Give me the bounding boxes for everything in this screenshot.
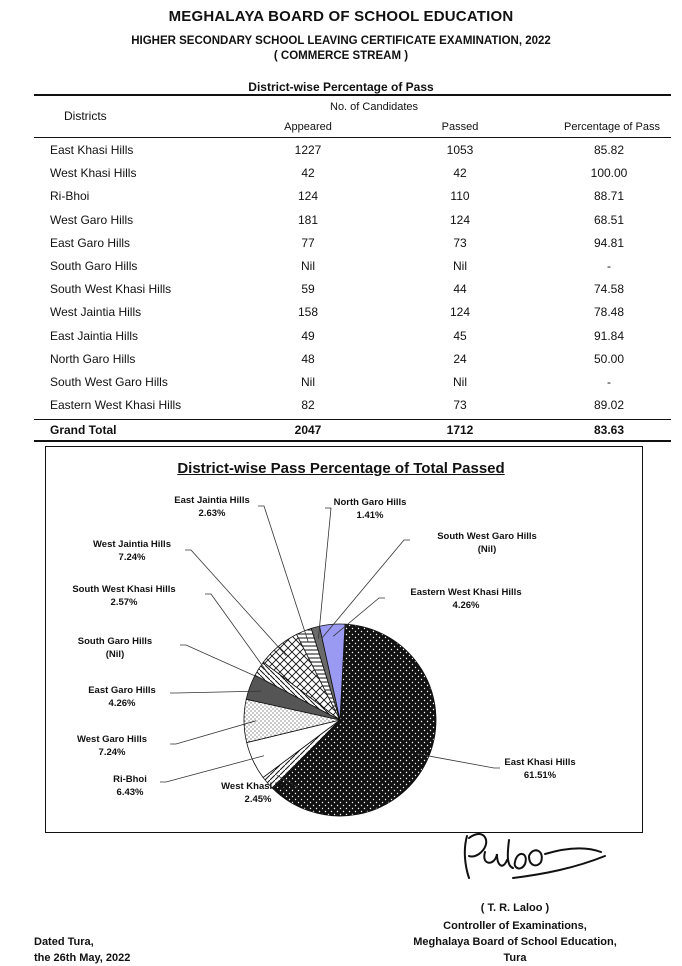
- col-header-districts: Districts: [64, 109, 107, 123]
- dated-date: the 26th May, 2022: [34, 952, 131, 964]
- col-header-appeared: Appeared: [284, 121, 332, 133]
- slice-name-label: East Khasi Hills: [504, 757, 576, 768]
- slice-value-label: (Nil): [105, 649, 125, 660]
- appeared-cell: 1227: [294, 143, 322, 157]
- appeared-cell: 49: [301, 329, 315, 343]
- passed-cell: 124: [449, 305, 471, 319]
- passed-cell: 45: [453, 329, 467, 343]
- signatory-name: ( T. R. Laloo ): [480, 902, 550, 914]
- passed-cell: 73: [453, 236, 467, 250]
- district-cell: East Garo Hills: [50, 236, 131, 250]
- slice-name-label: East Garo Hills: [88, 685, 156, 696]
- percentage-cell: -: [607, 375, 611, 389]
- slice-name-label: Eastern West Khasi Hills: [410, 587, 522, 598]
- district-cell: West Garo Hills: [50, 213, 134, 227]
- passed-cell: 1053: [446, 143, 474, 157]
- slice-value-label: 4.26%: [108, 698, 136, 709]
- exam-title: HIGHER SECONDARY SCHOOL LEAVING CERTIFICATE EXAMINATION, 2022: [131, 35, 551, 47]
- slice-name-label: South Garo Hills: [77, 636, 153, 647]
- percentage-cell: 94.81: [593, 236, 625, 250]
- dated-place: Dated Tura,: [34, 936, 94, 948]
- slice-name-label: North Garo Hills: [333, 497, 407, 508]
- passed-cell: 73: [453, 398, 467, 412]
- passed-cell: 44: [453, 282, 467, 296]
- district-cell: South West Khasi Hills: [50, 282, 172, 296]
- district-cell: East Jaintia Hills: [50, 329, 139, 343]
- slice-value-label: 2.57%: [110, 597, 138, 608]
- passed-cell: Nil: [453, 375, 467, 389]
- slice-value-label: 7.24%: [118, 552, 146, 563]
- district-cell: East Khasi Hills: [50, 143, 134, 157]
- col-header-passed: Passed: [441, 121, 479, 133]
- col-header-percentage: Percentage of Pass: [563, 121, 660, 133]
- passed-cell: Nil: [453, 259, 467, 273]
- leader-line: [170, 691, 261, 693]
- appeared-cell: Nil: [301, 259, 315, 273]
- total-appeared: 2047: [294, 423, 322, 437]
- district-cell: West Khasi Hills: [50, 166, 137, 180]
- passed-cell: 24: [453, 352, 467, 366]
- district-cell: West Jaintia Hills: [50, 305, 142, 319]
- district-cell: South Garo Hills: [50, 259, 138, 273]
- passed-cell: 110: [450, 189, 470, 203]
- district-cell: South West Garo Hills: [50, 375, 168, 389]
- district-cell: North Garo Hills: [50, 352, 136, 366]
- slice-value-label: 1.41%: [356, 510, 384, 521]
- slice-value-label: 2.45%: [244, 794, 272, 805]
- signatory-organisation: Meghalaya Board of School Education,: [413, 936, 617, 948]
- table-title: District-wise Percentage of Pass: [248, 80, 434, 94]
- chart-title: District-wise Pass Percentage of Total Passed: [177, 460, 505, 477]
- signature-image: [455, 826, 615, 896]
- total-label: Grand Total: [50, 423, 117, 437]
- total-percentage: 83.63: [593, 423, 625, 437]
- passed-cell: 124: [449, 213, 471, 227]
- percentage-cell: -: [607, 259, 611, 273]
- slice-value-label: 2.63%: [198, 508, 226, 519]
- percentage-cell: 68.51: [593, 213, 625, 227]
- leader-line: [322, 540, 410, 638]
- percentage-cell: 50.00: [593, 352, 625, 366]
- leader-line: [258, 506, 308, 642]
- slice-name-label: Ri-Bhoi: [113, 774, 147, 785]
- district-cell: Ri-Bhoi: [50, 189, 90, 203]
- col-header-candidates: No. of Candidates: [330, 101, 419, 113]
- appeared-cell: 124: [297, 189, 319, 203]
- district-cell: Eastern West Khasi Hills: [50, 398, 182, 412]
- slice-name-label: West Jaintia Hills: [93, 539, 171, 550]
- percentage-cell: 91.84: [593, 329, 625, 343]
- percentage-cell: 78.48: [593, 305, 625, 319]
- total-passed: 1712: [446, 423, 474, 437]
- passed-cell: 42: [453, 166, 467, 180]
- leader-line: [180, 645, 266, 681]
- slice-name-label: East Jaintia Hills: [174, 495, 250, 506]
- slice-value-label: 4.26%: [452, 600, 480, 611]
- leader-line: [160, 756, 264, 782]
- slice-value-label: 7.24%: [98, 747, 126, 758]
- percentage-cell: 74.58: [593, 282, 625, 296]
- appeared-cell: 59: [301, 282, 315, 296]
- leader-line: [417, 754, 500, 768]
- percentage-cell: 89.02: [593, 398, 625, 412]
- percentage-cell: 85.82: [593, 143, 625, 157]
- percentage-cell: 88.71: [593, 189, 625, 203]
- signatory-title: Controller of Examinations,: [443, 920, 587, 932]
- percentage-cell: 100.00: [590, 166, 628, 180]
- slice-value-label: (Nil): [477, 544, 497, 555]
- appeared-cell: Nil: [301, 375, 315, 389]
- appeared-cell: 82: [301, 398, 315, 412]
- slice-name-label: South West Khasi Hills: [72, 584, 176, 595]
- leader-line: [318, 508, 331, 639]
- appeared-cell: 42: [301, 166, 315, 180]
- slice-name-label: West Garo Hills: [76, 734, 148, 745]
- slice-name-label: South West Garo Hills: [437, 531, 537, 542]
- slice-value-label: 6.43%: [116, 787, 144, 798]
- leader-line: [205, 594, 269, 675]
- leader-line: [170, 721, 256, 744]
- board-title: MEGHALAYA BOARD OF SCHOOL EDUCATION: [168, 8, 514, 25]
- leader-line: [185, 550, 286, 656]
- signatory-place: Tura: [503, 952, 527, 964]
- slice-value-label: 61.51%: [523, 770, 557, 781]
- appeared-cell: 158: [297, 305, 319, 319]
- appeared-cell: 77: [301, 236, 315, 250]
- appeared-cell: 181: [297, 213, 319, 227]
- slice-name-label: West Khasi Hills: [221, 781, 295, 792]
- stream-label: ( COMMERCE STREAM ): [273, 50, 409, 62]
- appeared-cell: 48: [301, 352, 315, 366]
